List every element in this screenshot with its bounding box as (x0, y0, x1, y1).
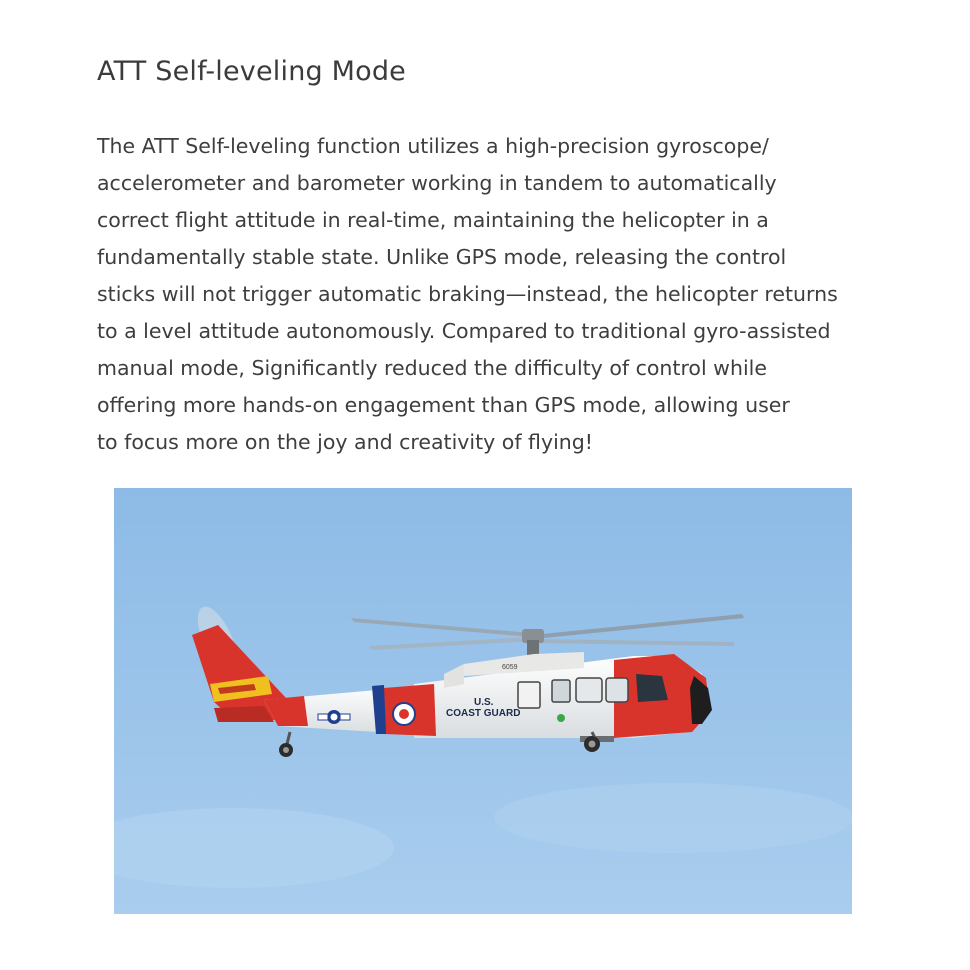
helicopter-illustration (114, 488, 852, 914)
paragraph-line: The ATT Self-leveling function utilizes a high-precision gyroscope/ (97, 134, 769, 158)
paragraph-line: offering more hands-on engagement than GPS mode, allowing user (97, 393, 790, 417)
paragraph-line: fundamentally stable state. Unlike GPS mode, releasing the control (97, 245, 787, 269)
helicopter-photo (114, 488, 852, 914)
paragraph-line: accelerometer and barometer working in tandem to automatically (97, 171, 777, 195)
description-paragraph (97, 128, 897, 461)
fuselage-text-line1: U.S. (474, 697, 494, 708)
paragraph-line: to focus more on the joy and creativity of flying! (97, 430, 594, 454)
paragraph-line: correct flight attitude in real-time, maintaining the helicopter in a (97, 208, 769, 232)
tail-number: 6059 (502, 664, 518, 671)
paragraph-line: to a level attitude autonomously. Compared to traditional gyro-assisted (97, 319, 831, 343)
page-title: ATT Self-leveling Mode (97, 56, 406, 87)
paragraph-line: manual mode, Significantly reduced the difficulty of control while (97, 356, 767, 380)
fuselage-text-line2: COAST GUARD (446, 708, 521, 719)
paragraph-line: sticks will not trigger automatic braking—instead, the helicopter returns (97, 282, 838, 306)
